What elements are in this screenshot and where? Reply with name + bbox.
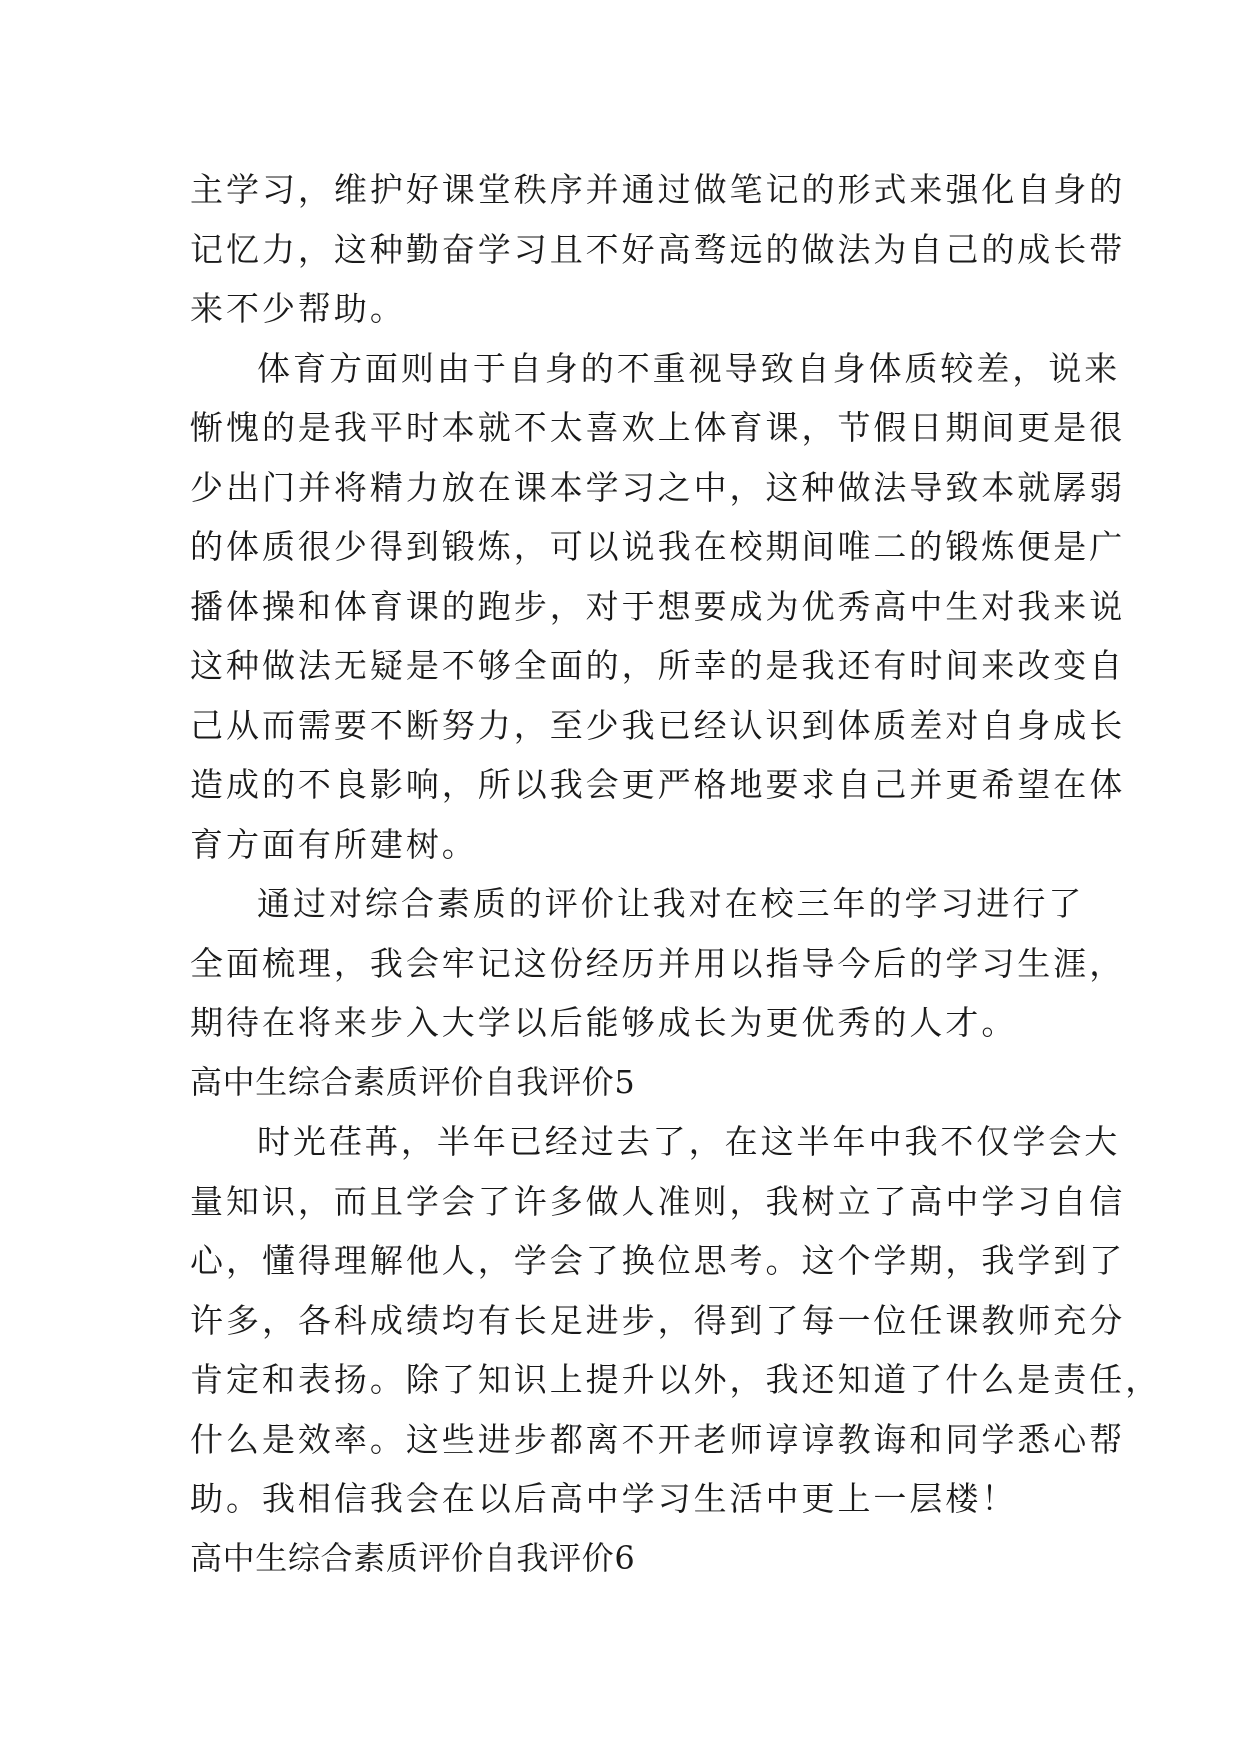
body-line: 肯定和表扬。除了知识上提升以外，我还知道了什么是责任， (190, 1360, 1162, 1399)
document-body (190, 160, 1162, 1588)
body-line: 期待在将来步入大学以后能够成长为更优秀的人才。 (190, 1003, 1018, 1042)
paragraph-first-line: 通过对综合素质的评价让我对在校三年的学习进行了 (257, 884, 1085, 923)
body-line: 这种做法无疑是不够全面的，所幸的是我还有时间来改变自 (190, 646, 1126, 685)
body-line: 心，懂得理解他人，学会了换位思考。这个学期，我学到了 (190, 1241, 1126, 1280)
section-heading: 高中生综合素质评价自我评价5 (190, 1062, 636, 1101)
body-line: 惭愧的是我平时本就不太喜欢上体育课，节假日期间更是很 (190, 408, 1126, 447)
body-line: 育方面有所建树。 (190, 824, 478, 864)
body-line: 许多，各科成绩均有长足进步，得到了每一位任课教师充分 (190, 1300, 1126, 1340)
paragraph-first-line: 体育方面则由于自身的不重视导致自身体质较差，说来 (257, 348, 1121, 388)
body-line: 量知识，而且学会了许多做人准则，我树立了高中学习自信 (190, 1181, 1126, 1221)
paragraph-first-line: 时光荏苒，半年已经过去了，在这半年中我不仅学会大 (257, 1122, 1121, 1161)
body-line: 少出门并将精力放在课本学习之中，这种做法导致本就孱弱 (190, 467, 1126, 507)
body-line: 记忆力，这种勤奋学习且不好高骛远的做法为自己的成长带 (190, 229, 1126, 269)
body-line: 播体操和体育课的跑步，对于想要成为优秀高中生对我来说 (190, 586, 1126, 626)
section-heading: 高中生综合素质评价自我评价6 (190, 1538, 636, 1577)
body-line: 助。我相信我会在以后高中学习生活中更上一层楼！ (190, 1479, 1018, 1518)
body-line: 的体质很少得到锻炼，可以说我在校期间唯二的锻炼便是广 (190, 527, 1126, 566)
body-line: 什么是效率。这些进步都离不开老师谆谆教诲和同学悉心帮 (190, 1419, 1126, 1459)
body-line: 主学习，维护好课堂秩序并通过做笔记的形式来强化自身的 (190, 170, 1126, 209)
body-line: 来不少帮助。 (190, 289, 406, 328)
body-line: 全面梳理，我会牢记这份经历并用以指导今后的学习生涯， (190, 943, 1126, 983)
body-line: 造成的不良影响，所以我会更严格地要求自己并更希望在体 (190, 765, 1126, 804)
body-line: 己从而需要不断努力，至少我已经认识到体质差对自身成长 (190, 705, 1126, 745)
